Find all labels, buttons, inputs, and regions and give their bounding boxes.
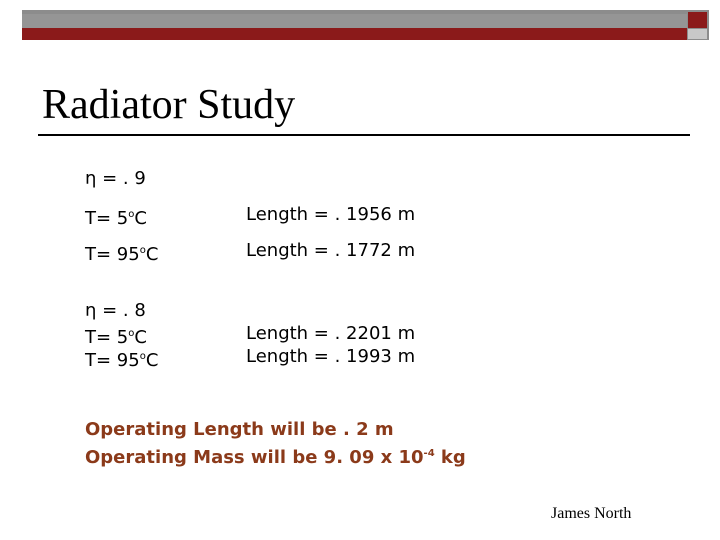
header-square-light xyxy=(688,29,707,39)
header-bar-red xyxy=(22,28,687,40)
operating-mass: Operating Mass will be 9. 09 x $10^{-4}$ kg xyxy=(85,447,466,468)
case1-length-1: Length = . 1956 m xyxy=(246,204,416,225)
header-bar-grey xyxy=(22,14,687,28)
case2-length-2: Length = . 1993 m xyxy=(246,346,416,367)
case2-eta: η = . 8 xyxy=(85,300,146,321)
case1-temp-2: $T= 95^oC$ xyxy=(85,244,159,265)
case1-eta: η = . 9 xyxy=(85,168,146,189)
slide-title: Radiator Study xyxy=(42,82,296,128)
case2-length-1: Length = . 2201 m xyxy=(246,323,416,344)
author-name: James North xyxy=(551,505,632,522)
title-underline xyxy=(38,134,690,136)
case2-temp-2: $T= 95^oC$ xyxy=(85,350,159,371)
case1-length-2: Length = . 1772 m xyxy=(246,240,416,261)
case2-temp-1: $T= 5^oC$ xyxy=(85,327,147,348)
operating-length: Operating Length will be . 2 m xyxy=(85,419,394,440)
case1-temp-1: $T= 5^oC$ xyxy=(85,208,147,229)
header-square-red xyxy=(688,12,707,28)
